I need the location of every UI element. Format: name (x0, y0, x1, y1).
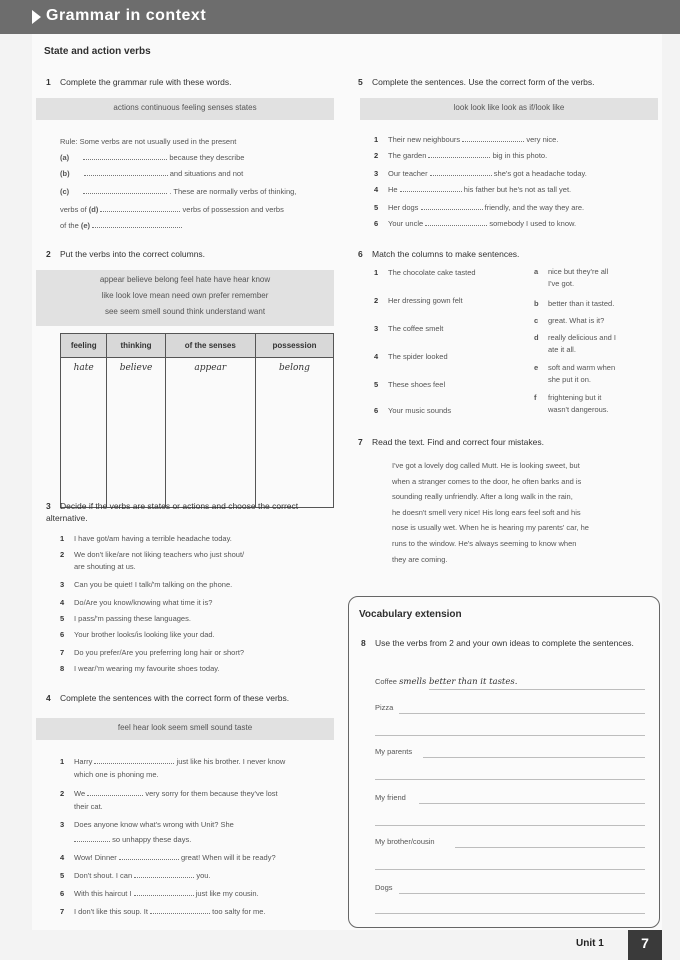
answer-blank[interactable] (134, 888, 194, 896)
ex1-item-text: because they describe (169, 153, 245, 162)
text-line: when a stranger comes to the door, he often barks and is (392, 476, 582, 486)
item-text: she put it on. (548, 375, 591, 384)
item-text: Harry (74, 757, 93, 766)
column-header-senses: of the senses (165, 334, 255, 358)
ex1-item-label: (c) (60, 187, 70, 196)
vocab-prompt: My friend (375, 793, 406, 802)
ex5-item (374, 168, 587, 178)
answer-blank[interactable] (134, 870, 194, 878)
ex1-e-prefix: of the (60, 221, 79, 230)
ex4-item (60, 852, 276, 862)
item-number: 2 (60, 550, 65, 559)
ex8-instruction-text: Use the verbs from 2 and your own ideas to complete the sentences. (375, 638, 634, 648)
item-letter: b (534, 299, 539, 308)
ex1-rule-intro: Rule: Some verbs are not usually used in the present (60, 137, 237, 146)
ex1-d-text: verbs of possession and verbs (182, 205, 284, 214)
item-text: friendly, and the way they are. (484, 203, 585, 212)
ex7-instruction-text: Read the text. Find and correct four mistakes. (372, 437, 544, 447)
item-text: nice but they're all (548, 267, 609, 276)
answer-blank[interactable] (421, 202, 483, 210)
ex3-number: 3 (46, 501, 51, 511)
ex6-left-item[interactable] (374, 268, 476, 277)
item-number: 5 (60, 871, 65, 880)
column-cell-feeling[interactable] (61, 358, 107, 508)
item-text: The spider looked (388, 352, 448, 361)
ex4-item (60, 834, 191, 844)
item-text: We (74, 789, 86, 798)
item-number: 7 (60, 648, 65, 657)
item-number: 6 (374, 219, 379, 228)
ex6-right-item[interactable] (534, 362, 654, 386)
ex6-left-item[interactable] (374, 324, 443, 333)
item-number: 5 (374, 380, 379, 389)
ex1-word-box: actions continuous feeling senses states (36, 98, 334, 120)
writing-line[interactable] (399, 893, 645, 894)
ex1-d-prefix: verbs of (60, 205, 87, 214)
ex1-item-c (60, 186, 296, 196)
item-number: 1 (60, 534, 65, 543)
item-text: ate it all. (548, 345, 576, 354)
ex1-instruction-text: Complete the grammar rule with these words. (60, 77, 232, 87)
item-text: Don't shout. I can (74, 871, 133, 880)
item-text: The chocolate cake tasted (388, 268, 476, 277)
ex5-instruction-text: Complete the sentences. Use the correct form of the verbs. (372, 77, 595, 87)
answer-blank[interactable] (74, 834, 110, 842)
answer-blank[interactable] (428, 150, 490, 158)
vocab-title: Vocabulary extension (359, 609, 462, 620)
writing-line[interactable] (375, 869, 645, 870)
item-number: 6 (374, 406, 379, 415)
ex5-item (374, 134, 558, 144)
answer-blank[interactable] (83, 186, 167, 194)
item-text: you. (196, 871, 211, 880)
ex3-item[interactable] (60, 550, 244, 559)
ex6-right-item[interactable] (534, 266, 654, 290)
vocabulary-extension-box (348, 596, 660, 928)
item-text: just like his brother. I never know (176, 757, 286, 766)
item-text: The coffee smelt (388, 324, 444, 333)
item-number: 3 (374, 324, 379, 333)
item-number: 1 (60, 757, 65, 766)
item-text: He (388, 185, 398, 194)
item-text: Do you prefer/Are you preferring long hair or short? (74, 648, 245, 657)
answer-blank[interactable] (94, 756, 174, 764)
ex2-words-line: see seem smell sound think understand want (104, 307, 266, 316)
ex6-number: 6 (358, 249, 363, 259)
item-text: better than it tasted. (548, 299, 615, 308)
item-text: I wear/'m wearing my favourite shoes today. (74, 664, 220, 673)
item-number: 2 (374, 296, 379, 305)
item-text: very sorry for them because they've lost (145, 789, 278, 798)
ex5-number: 5 (358, 77, 363, 87)
item-text: Your music sounds (388, 406, 452, 415)
vocab-prompt: Pizza (375, 703, 394, 712)
item-number: 3 (60, 580, 65, 589)
ex4-item (60, 870, 211, 880)
item-number: 6 (60, 889, 65, 898)
ex3-instruction (46, 500, 342, 524)
item-text: Wow! Dinner (74, 853, 117, 862)
vocab-prompt: My brother/cousin (375, 837, 435, 846)
ex6-left-item[interactable] (374, 406, 451, 415)
ex4-item (60, 820, 234, 829)
header-title: Grammar in context (46, 7, 207, 24)
handwritten-example: belong (279, 363, 310, 373)
answer-blank[interactable] (92, 220, 182, 228)
ex5-item (374, 150, 547, 160)
ex1-item-e (60, 220, 182, 230)
ex2-words-line: like look love mean need own prefer remember (101, 291, 269, 300)
ex4-instruction-text: Complete the sentences with the correct form of these verbs. (60, 693, 290, 703)
ex6-instruction-text: Match the columns to make sentences. (372, 249, 520, 259)
item-number: 2 (60, 789, 65, 798)
text-line: I've got a lovely dog called Mutt. He is looking sweet, but (392, 461, 580, 470)
item-number: 7 (60, 907, 65, 916)
ex6-left-item[interactable] (374, 380, 445, 389)
item-text: Our teacher (388, 169, 428, 178)
item-text: great. What is it? (548, 316, 605, 325)
vocab-prompt: Coffee (375, 677, 397, 686)
ex3-item[interactable] (60, 648, 244, 657)
ex1-item-label: (d) (88, 205, 99, 214)
ex5-item (374, 218, 576, 228)
ex8-instruction (361, 637, 651, 649)
ex7-instruction (358, 436, 654, 448)
ex5-word-box: look look like look as if/look like (360, 98, 658, 120)
item-text: frightening but it (548, 393, 602, 402)
item-text: Your uncle (388, 219, 424, 228)
item-text: their cat. (74, 802, 103, 811)
ex2-instruction (46, 248, 336, 260)
ex4-item (60, 770, 159, 779)
handwritten-example: appear (194, 363, 227, 373)
text-line: sounding really unfriendly. After a long walk in the rain, (392, 492, 573, 502)
ex2-columns-table (60, 333, 334, 508)
item-text: somebody I used to know. (489, 219, 577, 228)
item-number: 3 (374, 169, 379, 178)
item-text: Can you be quiet! I talk/'m talking on the phone. (74, 580, 233, 589)
item-text: The garden (388, 151, 427, 160)
ex1-item-b (60, 168, 243, 178)
item-text: soft and warm when (548, 363, 616, 372)
section-header-bar (0, 0, 680, 34)
item-text: really delicious and I (548, 333, 616, 342)
column-cell-senses[interactable] (165, 358, 255, 508)
writing-line[interactable] (375, 779, 645, 780)
ex1-instruction (46, 76, 336, 88)
ex6-left-item[interactable] (374, 352, 448, 361)
writing-line[interactable] (375, 913, 645, 914)
item-number: 5 (60, 614, 65, 623)
ex6-right-item[interactable] (534, 298, 654, 310)
column-cell-thinking[interactable] (107, 358, 165, 508)
answer-blank[interactable] (430, 168, 492, 176)
ex4-instruction (46, 692, 342, 704)
ex1-item-label: (b) (60, 169, 70, 178)
answer-blank[interactable] (150, 906, 210, 914)
item-text: his father but he's not as tall yet. (463, 185, 572, 194)
answer-blank[interactable] (83, 152, 167, 160)
ex2-instruction-text: Put the verbs into the correct columns. (60, 249, 206, 259)
ex4-item (60, 756, 285, 766)
writing-line[interactable] (423, 757, 645, 758)
ex3-item[interactable] (60, 580, 232, 589)
answer-blank[interactable] (462, 134, 524, 142)
ex5-item (374, 202, 584, 212)
ex4-item (60, 888, 259, 898)
answer-blank[interactable] (84, 168, 168, 176)
item-text: big in this photo. (492, 151, 548, 160)
item-letter: d (534, 333, 539, 342)
ex6-left-item[interactable] (374, 296, 463, 305)
vocab-example (375, 677, 517, 687)
ex2-word-box (36, 270, 334, 326)
item-text: which one is phoning me. (74, 770, 159, 779)
ex4-item (60, 802, 103, 811)
item-text: are shouting at us. (74, 562, 136, 571)
writing-line[interactable] (419, 803, 645, 804)
ex7-text (392, 458, 658, 567)
answer-blank[interactable] (400, 184, 462, 192)
column-header-possession: possession (255, 334, 333, 358)
ex6-right-item[interactable] (534, 332, 654, 356)
ex1-number: 1 (46, 77, 51, 87)
ex4-item (60, 906, 266, 916)
ex8-number: 8 (361, 638, 366, 648)
column-cell-possession[interactable] (255, 358, 333, 508)
item-letter: f (534, 393, 537, 402)
item-text: Does anyone know what's wrong with Unit? She (74, 820, 234, 829)
ex1-item-text: . These are normally verbs of thinking, (169, 187, 297, 196)
item-number: 8 (60, 664, 65, 673)
item-text: Do/Are you know/knowing what time it is? (74, 598, 213, 607)
text-line: nose is usually wet. When he is hearing my parents' car, he (392, 523, 589, 533)
item-text: Their new neighbours (388, 135, 461, 144)
item-text: wasn't dangerous. (548, 405, 609, 414)
item-number: 2 (374, 151, 379, 160)
item-number: 6 (60, 630, 65, 639)
ex1-item-text: and situations and not (169, 169, 244, 178)
ex1-item-d (60, 204, 284, 214)
ex3-instruction-text: Decide if the verbs are states or actions and choose the correct alternative. (46, 501, 299, 523)
handwritten-answer: smells better than it tastes. (399, 677, 518, 687)
item-text: great! When will it be ready? (180, 853, 276, 862)
item-text: she's got a headache today. (493, 169, 587, 178)
ex5-item (374, 184, 571, 194)
answer-blank[interactable] (119, 852, 179, 860)
ex1-item-label: (e) (80, 221, 91, 230)
writing-line[interactable] (399, 713, 645, 714)
column-header-feeling: feeling (61, 334, 107, 358)
ex3-item[interactable] (60, 614, 191, 623)
item-letter: e (534, 363, 539, 372)
ex6-right-item[interactable] (534, 315, 654, 327)
unit-label: Unit 1 (576, 938, 604, 949)
item-letter: a (534, 267, 539, 276)
item-letter: c (534, 316, 539, 325)
item-text: I have got/am having a terrible headache today. (74, 534, 232, 543)
item-number: 5 (374, 203, 379, 212)
handwritten-example: hate (73, 363, 94, 373)
section-title: State and action verbs (44, 46, 151, 57)
item-number: 4 (374, 352, 379, 361)
ex1-item-label: (a) (60, 153, 70, 162)
item-text: We don't like/are not liking teachers who just shout/ (74, 550, 245, 559)
ex3-item[interactable] (60, 598, 212, 607)
item-text: so unhappy these days. (112, 835, 192, 844)
item-number: 4 (60, 853, 65, 862)
ex4-number: 4 (46, 693, 51, 703)
item-text: Her dressing gown felt (388, 296, 463, 305)
item-number: 3 (60, 820, 65, 829)
item-text: These shoes feel (388, 380, 446, 389)
ex4-item (60, 788, 278, 798)
writing-line[interactable] (375, 825, 645, 826)
text-line: he doesn't smell very nice! His long ears feel soft and his (392, 507, 581, 517)
item-text: Your brother looks/is looking like your dad. (74, 630, 215, 639)
ex5-instruction (358, 76, 654, 88)
ex4-word-box: feel hear look seem smell sound taste (36, 718, 334, 740)
item-number: 1 (374, 268, 379, 277)
ex3-item[interactable] (60, 562, 136, 571)
ex2-words-line: appear believe belong feel hate have hear know (99, 275, 271, 284)
ex3-item[interactable] (60, 630, 215, 639)
item-text: too salty for me. (212, 907, 266, 916)
item-number: 4 (60, 598, 65, 607)
item-text: I pass/'m passing these languages. (74, 614, 191, 623)
play-triangle-icon (32, 10, 41, 24)
item-text: just like my cousin. (195, 889, 259, 898)
item-text: I don't like this soup. It (74, 907, 148, 916)
answer-blank[interactable] (100, 204, 180, 212)
item-number: 4 (374, 185, 379, 194)
text-line: runs to the window. He's always seeming to know when (392, 538, 577, 548)
ex6-instruction (358, 248, 654, 260)
writing-line[interactable] (455, 847, 645, 848)
ex6-right-item[interactable] (534, 392, 654, 416)
vocab-prompt: My parents (375, 747, 413, 756)
ex7-number: 7 (358, 437, 363, 447)
writing-line[interactable] (375, 735, 645, 736)
ex3-item[interactable] (60, 664, 220, 673)
item-number: 1 (374, 135, 379, 144)
answer-blank[interactable] (87, 788, 143, 796)
vocab-prompt: Dogs (375, 883, 393, 892)
writing-line (429, 689, 645, 690)
text-line: they are coming. (392, 554, 448, 564)
item-text: Her dogs (388, 203, 419, 212)
item-text: I've got. (548, 279, 575, 288)
ex1-item-a (60, 152, 244, 162)
ex2-number: 2 (46, 249, 51, 259)
column-header-thinking: thinking (107, 334, 165, 358)
item-text: very nice. (526, 135, 559, 144)
handwritten-example: believe (119, 363, 153, 373)
item-text: With this haircut I (74, 889, 132, 898)
ex3-item[interactable] (60, 534, 232, 543)
answer-blank[interactable] (425, 218, 487, 226)
page-number: 7 (628, 930, 662, 960)
